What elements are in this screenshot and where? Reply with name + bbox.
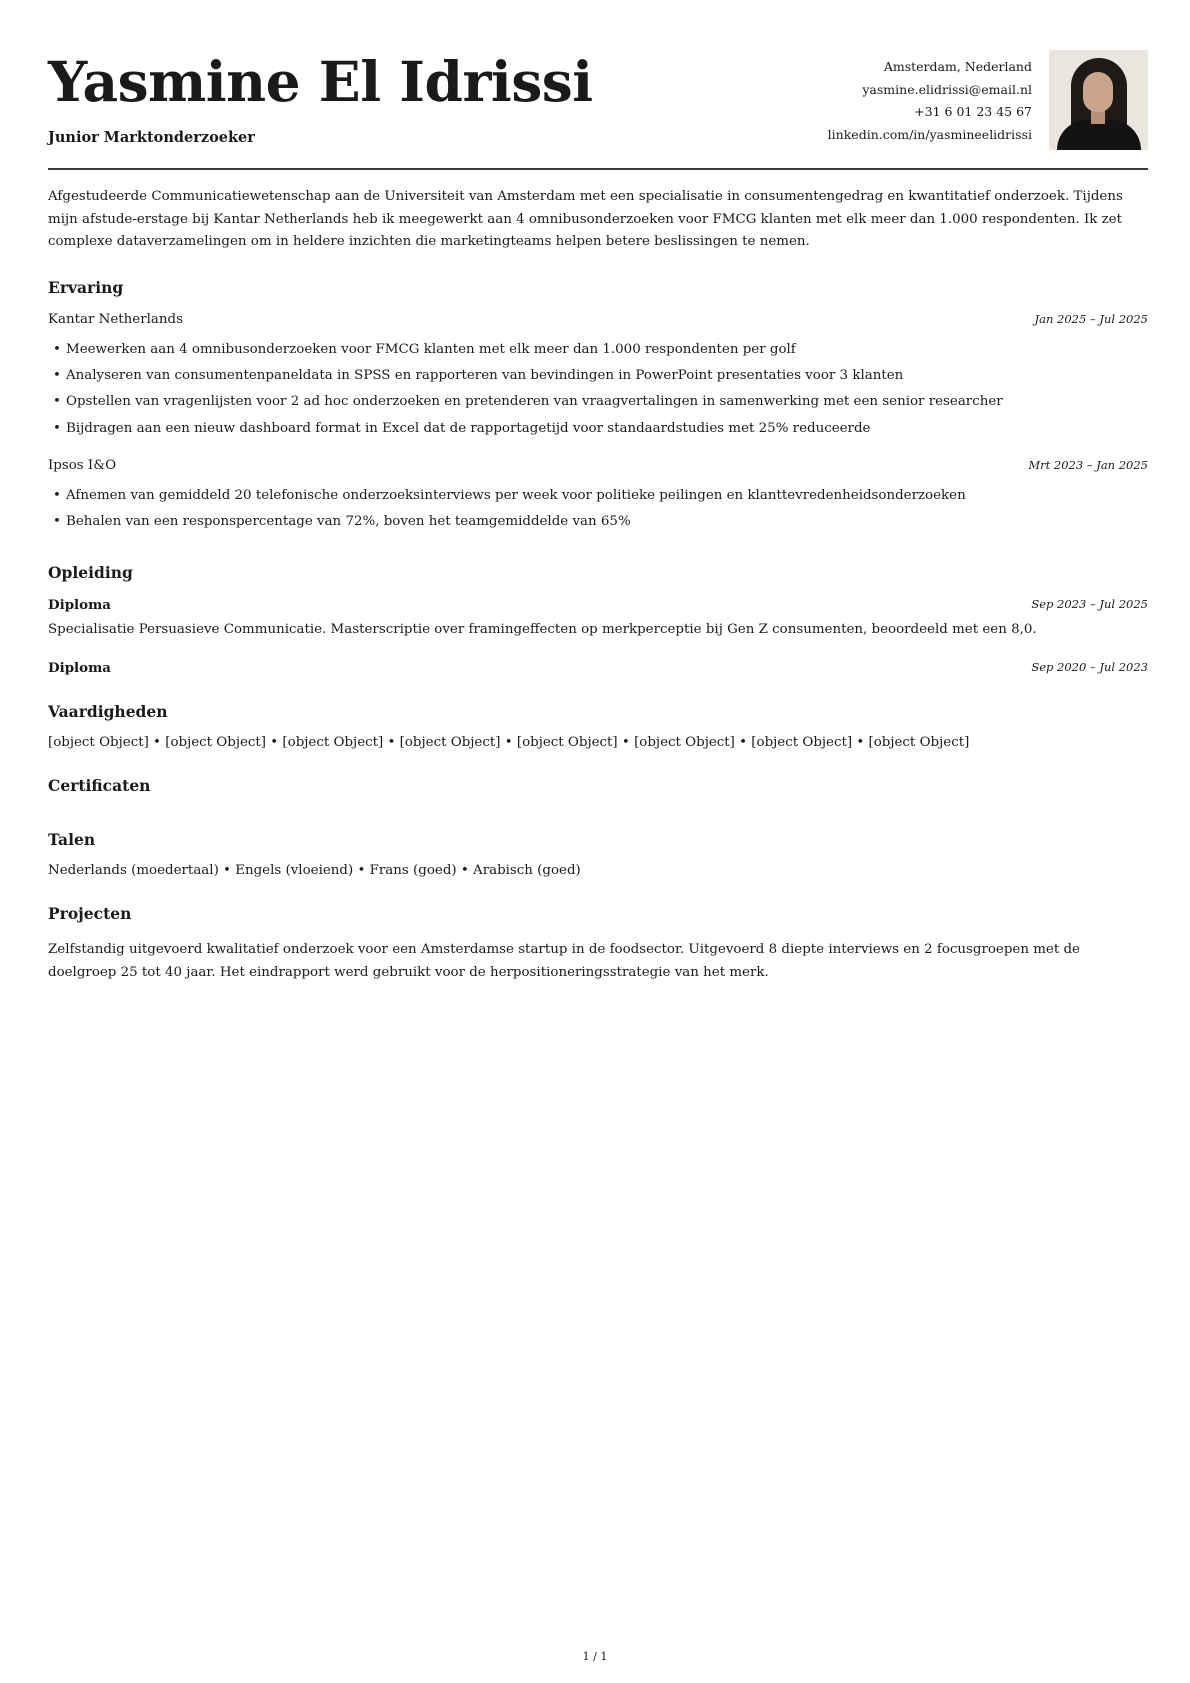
- company: Kantar Netherlands: [48, 312, 183, 327]
- phone: +31 6 01 23 45 67: [914, 104, 1032, 119]
- email[interactable]: yasmine.elidrissi@email.nl: [862, 81, 1032, 97]
- candidate-name: Yasmine El Idrissi: [48, 49, 593, 114]
- list-item: • Afnemen van gemiddeld 20 telefonische onderzoeksinterviews per week voor politieke peilingen en klanttevredenheidsonderzoeken: [66, 488, 966, 503]
- education-entry: [48, 660, 1148, 676]
- section-heading-education: Opleiding: [48, 563, 133, 582]
- degree: Diploma: [48, 597, 111, 613]
- list-item: • Behalen van een responspercentage van 72%, boven het teamgemiddelde van 65%: [66, 514, 631, 529]
- degree: Diploma: [48, 660, 111, 676]
- list-item: • Meewerken aan 4 omnibusonderzoeken voor FMCG klanten met elk meer dan 1.000 respondenten per golf: [66, 342, 796, 357]
- education-entry: [48, 597, 1148, 613]
- company: Ipsos I&O: [48, 458, 117, 473]
- header-divider: [48, 168, 1148, 170]
- job-title: Junior Marktonderzoeker: [48, 129, 255, 146]
- page-number: 1 / 1: [582, 1650, 608, 1663]
- section-heading-experience: Ervaring: [48, 278, 124, 297]
- projects-text: Zelfstandig uitgevoerd kwalitatief onderzoek voor een Amsterdamse startup in de foodsector. Uitgevoerd 8 diepte interviews en 2 focusgroepen met de doelgroep 25 tot 40 jaar. Het eindrapport werd gebruikt voor de herpositioneringsstrategie van het merk.: [48, 942, 1080, 980]
- section-heading-languages: Talen: [48, 830, 96, 849]
- skills-list: [object Object] • [object Object] • [object Object] • [object Object] • [object Object] • [object Object] • [object Object] • [object Object]: [48, 735, 970, 750]
- list-item: • Opstellen van vragenlijsten voor 2 ad hoc onderzoeken en pretenderen van vraagvertalingen in samenwerking met een senior researcher: [66, 394, 1003, 409]
- section-heading-projects: Projecten: [48, 904, 132, 923]
- list-item: • Bijdragen aan een nieuw dashboard format in Excel dat de rapportagetijd voor standaardstudies met 25% reduceerde: [66, 421, 870, 436]
- languages-list: Nederlands (moedertaal) • Engels (vloeiend) • Frans (goed) • Arabisch (goed): [48, 863, 581, 878]
- section-heading-certificates: Certificaten: [48, 776, 151, 795]
- education-description: Specialisatie Persuasieve Communicatie. Masterscriptie over framingeffecten op merkperceptie bij Gen Z consumenten, beoordeeld met een 8,0.: [48, 622, 1037, 637]
- contact-info: [828, 56, 1032, 146]
- list-item: • Analyseren van consumentenpaneldata in SPSS en rapporteren van bevindingen in PowerPoint presentaties voor 3 klanten: [66, 368, 903, 383]
- job-dates: Mrt 2023 – Jan 2025: [1028, 458, 1148, 472]
- linkedin-link[interactable]: linkedin.com/in/yasmineelidrissi: [827, 126, 1032, 142]
- job-dates: Jan 2025 – Jul 2025: [1034, 312, 1148, 326]
- education-dates: Sep 2023 – Jul 2025: [1031, 597, 1148, 611]
- location: Amsterdam, Nederland: [883, 59, 1032, 74]
- job-entry: [48, 312, 1148, 327]
- education-dates: Sep 2020 – Jul 2023: [1031, 660, 1148, 674]
- profile-photo: [1049, 50, 1148, 150]
- summary: Afgestudeerde Communicatiewetenschap aan de Universiteit van Amsterdam met een specialisatie in consumentengedrag en kwantitatief onderzoek. Tijdens mijn afstude-erstage bij Kantar Netherlands heb ik meegewerkt aan 4 omnibusonderzoeken voor FMCG klanten met elk meer dan 1.000 respondenten. Ik zet complexe dataverzamelingen om in heldere inzichten die marketingteams helpen betere beslissingen te nemen.: [48, 189, 1123, 249]
- job-entry: [48, 458, 1148, 473]
- section-heading-skills: Vaardigheden: [48, 702, 168, 721]
